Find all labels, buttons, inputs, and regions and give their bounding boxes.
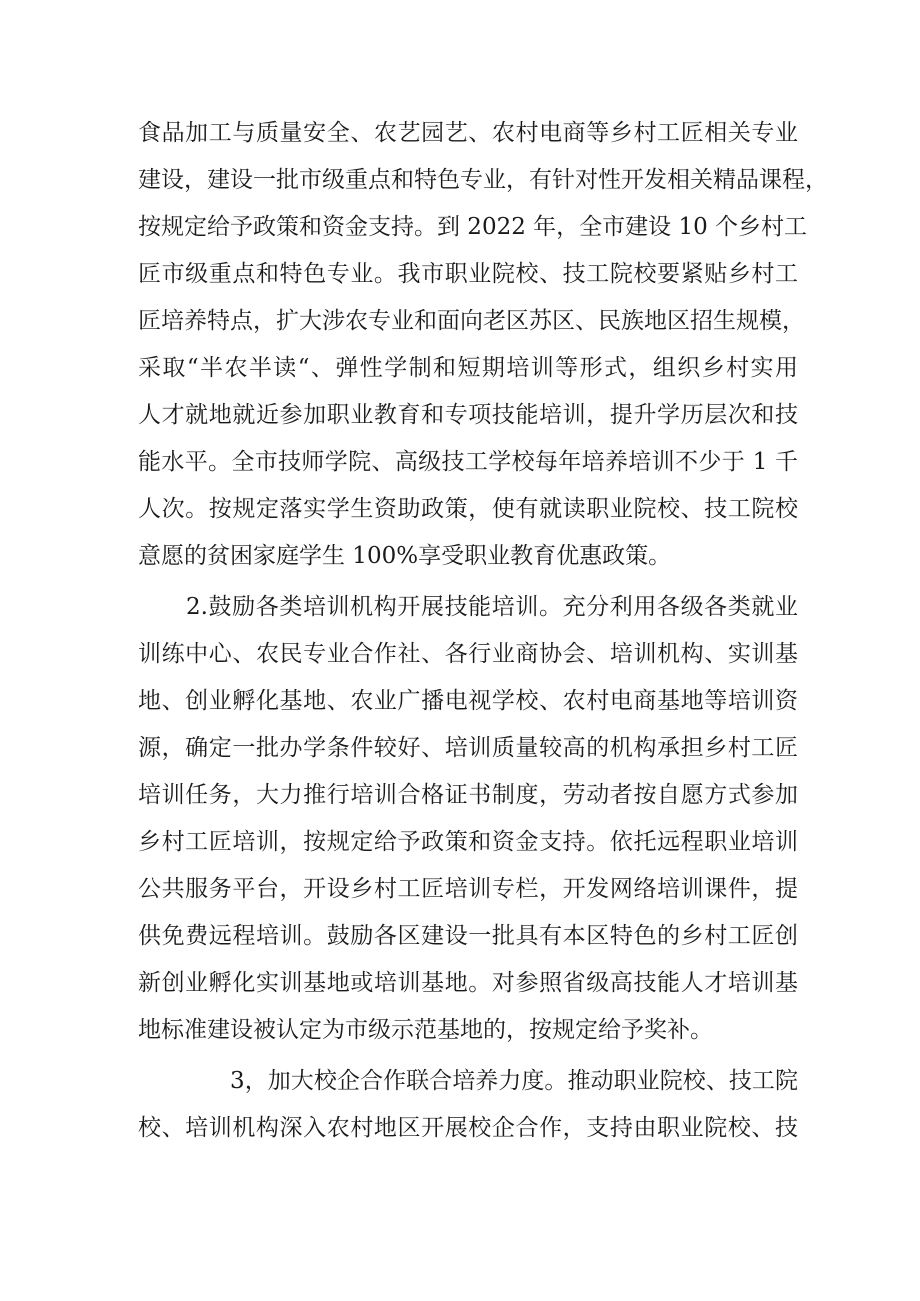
text-line: 建设，建设一批市级重点和特色专业，有针对性开发相关精品课程， xyxy=(138,167,828,193)
text-line: 乡村工匠培训，按规定给予政策和资金支持。依托远程职业培训 xyxy=(138,829,798,855)
text-line: 匠培养特点，扩大涉农专业和面向老区苏区、民族地区招生规模， xyxy=(138,308,805,334)
text-line: 匠市级重点和特色专业。我市职业院校、技工院校要紧贴乡村工 xyxy=(138,261,798,287)
text-line: 意愿的贫困家庭学生 100%享受职业教育优惠政策。 xyxy=(138,543,672,569)
text-line: 人次。按规定落实学生资助政策，使有就读职业院校、技工院校 xyxy=(138,496,798,522)
text-line: 训练中心、农民专业合作社、各行业商协会、培训机构、实训基 xyxy=(138,641,798,667)
paragraph-heading-line: 3，加大校企合作联合培养力度。推动职业院校、技工院 xyxy=(230,1068,798,1094)
text-line: 能水平。全市技师学院、高级技工学校每年培养培训不少于 1 千 xyxy=(138,449,798,475)
text-line: 新创业孵化实训基地或培训基地。对参照省级高技能人才培训基 xyxy=(138,970,798,996)
paragraph-heading-line: 2.鼓励各类培训机构开展技能培训。充分利用各级各类就业 xyxy=(186,594,798,620)
text-line: 食品加工与质量安全、农艺园艺、农村电商等乡村工匠相关专业 xyxy=(138,120,798,146)
text-line: 采取“半农半读“、弹性学制和短期培训等形式，组织乡村实用 xyxy=(138,355,798,381)
text-line: 培训任务，大力推行培训合格证书制度，劳动者按自愿方式参加 xyxy=(138,782,798,808)
text-line: 公共服务平台，开设乡村工匠培训专栏，开发网络培训课件，提 xyxy=(138,876,798,902)
text-line: 地标准建设被认定为市级示范基地的，按规定给予奖补。 xyxy=(138,1017,713,1043)
text-line: 人才就地就近参加职业教育和专项技能培训，提升学历层次和技 xyxy=(138,402,798,428)
text-line: 校、培训机构深入农村地区开展校企合作，支持由职业院校、技 xyxy=(138,1115,798,1141)
text-line: 地、创业孵化基地、农业广播电视学校、农村电商基地等培训资 xyxy=(138,688,798,714)
text-line: 按规定给予政策和资金支持。到 2022 年，全市建设 10 个乡村工 xyxy=(138,214,808,240)
text-line: 源，确定一批办学条件较好、培训质量较高的机构承担乡村工匠 xyxy=(138,735,798,761)
text-line: 供免费远程培训。鼓励各区建设一批具有本区特色的乡村工匠创 xyxy=(138,923,798,949)
